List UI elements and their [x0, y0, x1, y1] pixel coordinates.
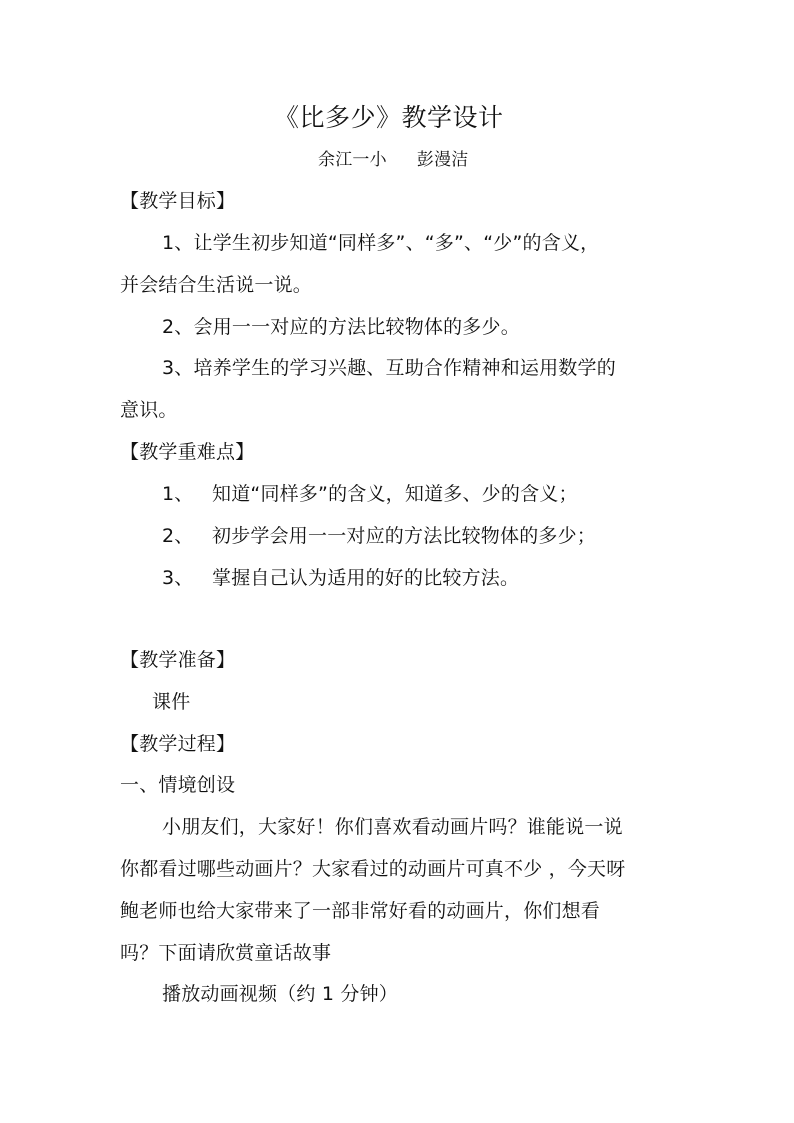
- process-paragraph-line-3: 鲍老师也给大家带来了一部非常好看的动画片，你们想看: [120, 900, 601, 922]
- key-point-number: 3、: [162, 567, 194, 589]
- key-point-text: 初步学会用一一对应的方法比较物体的多少；: [212, 525, 597, 547]
- document-title: 《比多少》教学设计: [274, 103, 504, 132]
- process-note: 播放动画视频（约 1 分钟）: [162, 983, 398, 1005]
- process-paragraph-line-2: 你都看过哪些动画片？大家看过的动画片可真不少 ，今天呀: [120, 858, 626, 880]
- section-heading-process: 【教学过程】: [120, 733, 236, 755]
- author-name: 彭漫洁: [416, 150, 469, 170]
- process-paragraph-line-4: 吗？下面请欣赏童话故事: [120, 942, 332, 964]
- key-point-number: 2、: [162, 525, 194, 547]
- key-point-item-2: [162, 524, 596, 548]
- process-paragraph-line-1: 小朋友们，大家好！你们喜欢看动画片吗？谁能说一说: [162, 816, 623, 838]
- author-school: 余江一小: [318, 150, 387, 170]
- goal-item-1-line-2: 并会结合生活说一说。: [120, 274, 313, 296]
- section-heading-key-points: 【教学重难点】: [120, 441, 255, 463]
- key-point-item-3: [162, 566, 519, 590]
- key-point-item-1: [162, 482, 578, 506]
- process-subheading: 一、情境创设: [120, 774, 236, 796]
- author-line: [318, 148, 468, 172]
- section-heading-goals: 【教学目标】: [120, 190, 236, 212]
- goal-item-3-line-2: 意识。: [120, 399, 178, 421]
- key-point-text: 掌握自己认为适用的好的比较方法。: [212, 567, 520, 589]
- section-heading-preparation: 【教学准备】: [120, 649, 236, 671]
- goal-item-3-line-1: 3、培养学生的学习兴趣、互助合作精神和运用数学的: [162, 357, 616, 379]
- goal-item-1-line-1: 1、让学生初步知道“同样多”、“多”、“少”的含义，: [162, 232, 600, 254]
- goal-item-2: 2、会用一一对应的方法比较物体的多少。: [162, 316, 520, 338]
- key-point-text: 知道“同样多”的含义，知道多、少的含义；: [212, 483, 578, 505]
- key-point-number: 1、: [162, 483, 194, 505]
- preparation-content: 课件: [152, 691, 191, 713]
